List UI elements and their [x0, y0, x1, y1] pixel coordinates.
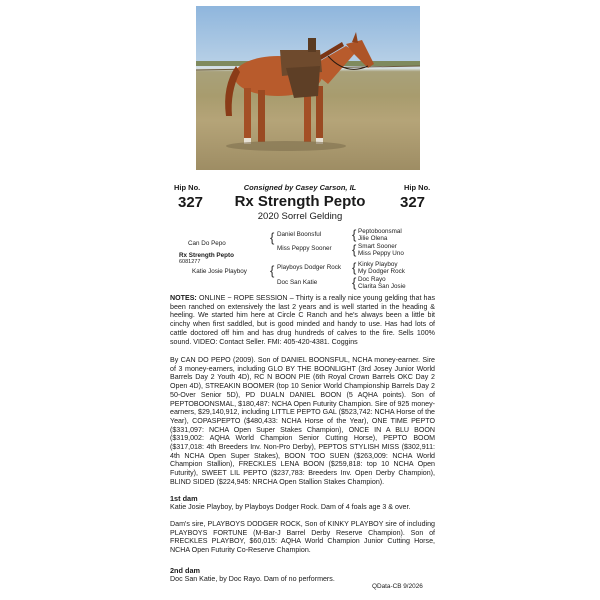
- pedigree-brace: {: [270, 263, 275, 278]
- pedigree-brace: {: [352, 260, 357, 275]
- horse-photo: [196, 6, 420, 170]
- pedigree-dam-sire: Playboys Dodger Rock: [277, 264, 342, 271]
- pedigree-g1: Peptoboonsmal: [358, 228, 402, 235]
- horse-icon: [196, 6, 420, 170]
- hip-number-left: 327: [178, 194, 204, 211]
- consignor-line: Consigned by Casey Carson, IL: [243, 183, 357, 192]
- pedigree-brace: {: [270, 230, 275, 245]
- pedigree-brace: {: [352, 242, 357, 257]
- pedigree-brace: {: [352, 227, 357, 242]
- pedigree-reg: 6081277: [179, 259, 201, 265]
- first-dam-text: Katie Josie Playboy, by Playboys Dodger Rock. Dam of 4 foals age 3 & over.: [170, 503, 411, 511]
- second-dam-heading: 2nd dam: [170, 566, 201, 575]
- pedigree-g6: My Dodger Rock: [358, 268, 405, 275]
- pedigree-subject: Rx Strength Pepto: [179, 252, 234, 259]
- pedigree-g4: Miss Peppy Uno: [358, 250, 404, 257]
- pedigree-g8: Clarita San Josie: [358, 283, 406, 290]
- pedigree-sire: Can Do Pepo: [188, 240, 226, 247]
- footer-code: QData-CB 9/2026: [372, 583, 423, 590]
- horse-name: Rx Strength Pepto: [234, 193, 366, 210]
- pedigree-g2: Jilie Olena: [358, 235, 388, 242]
- pedigree-dam: Katie Josie Playboy: [192, 268, 247, 275]
- sire-info-paragraph: By CAN DO PEPO (2009). Son of DANIEL BOONSFUL, NCHA money-earner. Sire of 3 money-earners, including GLO BY THE BOONLIGHT (3rd Josey Junior World Barrels Day 2 Youth 4D), RC N BOON PIE (6th Royal Crown Barrels OKC Day 2 Open 4D), STREAKIN BOOMER (top 10 Senior World Championship Barrels Day 2 50-Over Senior 5D), PD DUALN DANIEL BOON (5 AQHA points). Son of PEPTOBOONSMAL, $180,487: NCHA Open Futurity Champion. Sire of 925 money-earners, $29,140,912, including LITTLE PEPTO GAL ($523,742: NCHA Horse of the Year), COPASPEPTO ($480,433: NCHA Horse of the Year), ONE TIME PEPTO ($331,097: NCHA Open Super Stakes Champion), ONCE IN A BLU BOON ($319,002: AQHA World Champion Senior Cutting Horse), PEPTO BOOM ($317,018: 4th Breeders Inv. Non-Pro Derby), PEPTOS STYLISH MISS ($302,911: 4th NCHA Open Super Stakes), BOON TOO SUEN ($263,009: NCHA World Champion Stallion), FRECKLES LENA BOON ($259,818: top 10 NCHA Open Futurity), SWEET LIL PEPTO ($237,783: Breeders Inv. Open Derby Champion), BLIND SIDED ($224,945: NRCHA Open Stallion Stakes Champion).: [170, 356, 435, 486]
- hip-number-right: 327: [400, 194, 426, 211]
- hip-label-right: Hip No.: [404, 183, 431, 192]
- pedigree-dam-dam: Doc San Katie: [277, 279, 318, 286]
- second-dam-text: Doc San Katie, by Doc Rayo. Dam of no performers.: [170, 575, 335, 583]
- pedigree-sire-sire: Daniel Boonsful: [277, 231, 322, 238]
- pedigree-g5: Kinky Playboy: [358, 261, 398, 268]
- pedigree-sire-dam: Miss Peppy Sooner: [277, 245, 332, 252]
- pedigree-g3: Smart Sooner: [358, 243, 397, 250]
- dams-sire-paragraph: Dam's sire, PLAYBOYS DODGER ROCK, Son of KINKY PLAYBOY sire of including PLAYBOYS FORTUNE (M-Bar-J Barrel Derby Reserve Champion). Son of FRECKLES PLAYBOY, $60,015: AQHA World Champion Junior Cutting Horse, NCHA Open Futurity Co-Reserve Champion.: [170, 520, 435, 555]
- first-dam-heading: 1st dam: [170, 494, 198, 503]
- pedigree-brace: {: [352, 275, 357, 290]
- notes-paragraph: [170, 294, 435, 346]
- notes-text: ONLINE ~ ROPE SESSION – Thirty is a really nice young gelding that has been ranched on extensively the last 2 years and is well started in the heading & heeling. We started him here at Circle C Ranch and he's always been a little bit cinchy when first saddled, but is good minded and handy to use. Has had lots of cattle doctored off him and has drug hundreds of calves to the fire. Sells 100% sound. VIDEO: Contact Seller. FMI: 405-420-4381. Coggins: [170, 294, 435, 346]
- pedigree-g7: Doc Rayo: [358, 276, 386, 283]
- hip-label-left: Hip No.: [174, 183, 201, 192]
- notes-label: NOTES:: [170, 294, 197, 302]
- horse-description: 2020 Sorrel Gelding: [257, 211, 343, 222]
